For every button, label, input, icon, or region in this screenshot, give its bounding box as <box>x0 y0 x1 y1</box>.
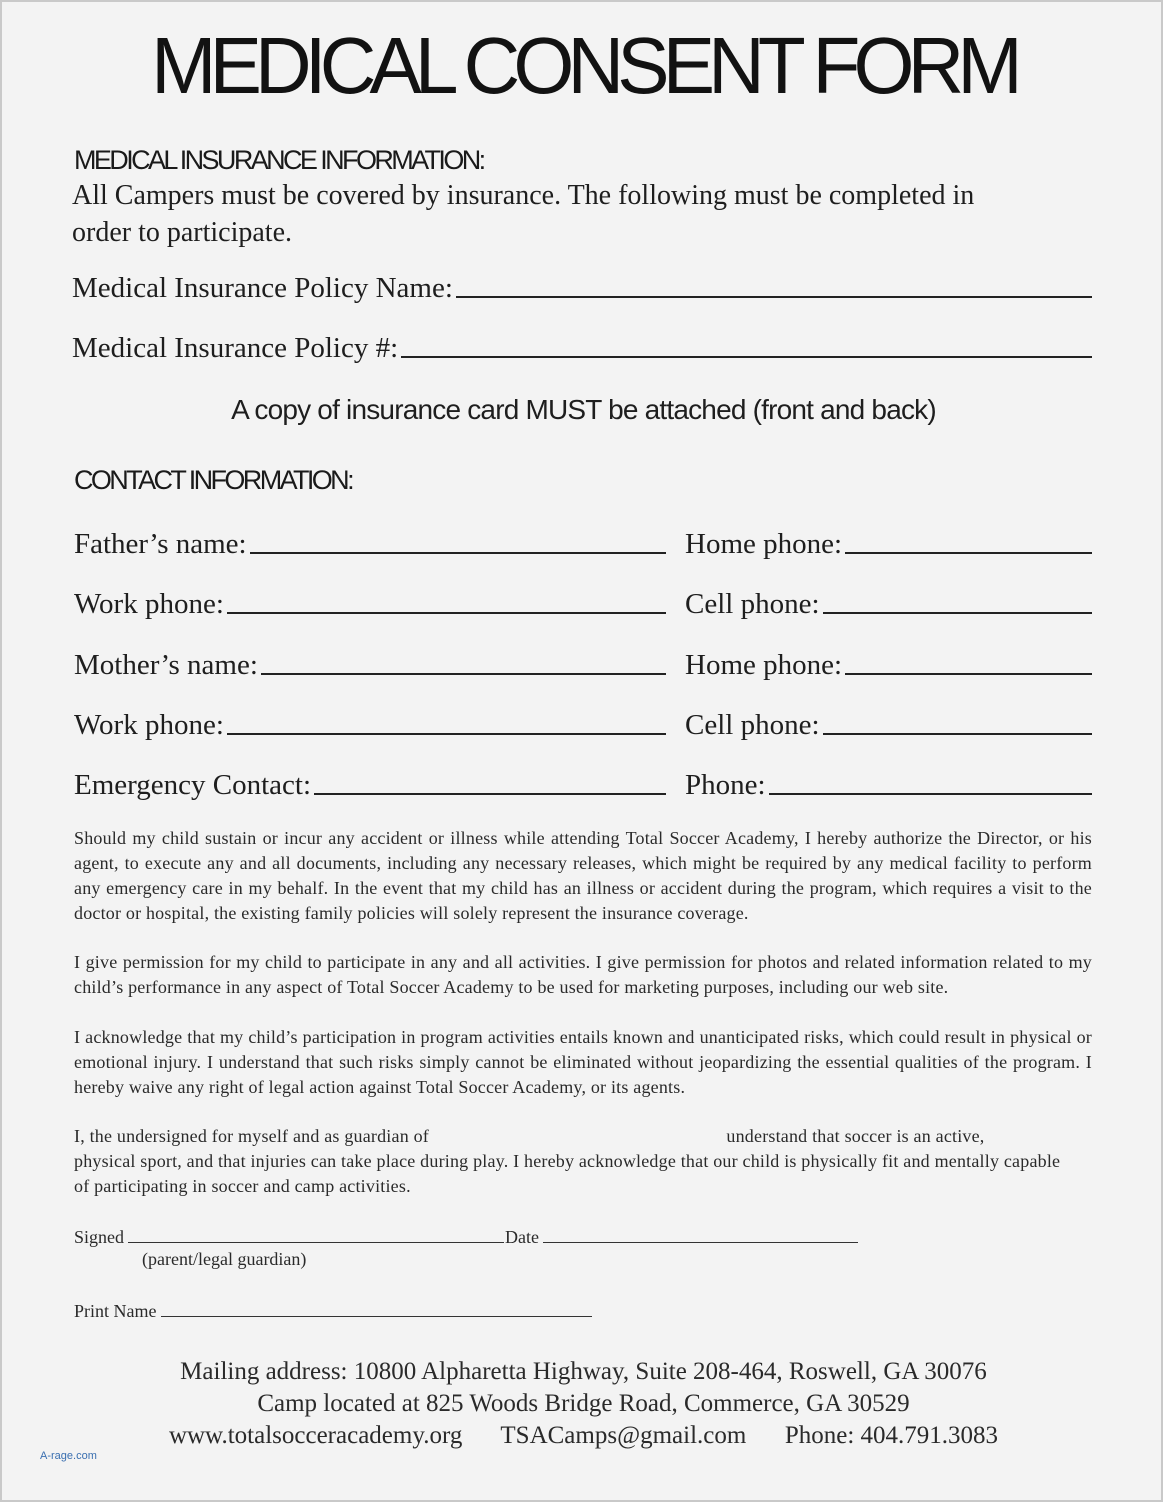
footer-phone: Phone: 404.791.3083 <box>784 1422 999 1449</box>
mother-work-phone-label: Work phone: <box>74 709 224 741</box>
policy-name-field[interactable] <box>72 268 1092 304</box>
father-home-phone-line[interactable] <box>845 551 1092 554</box>
mother-work-phone-line[interactable] <box>227 732 666 735</box>
father-cell-phone-line[interactable] <box>823 611 1092 614</box>
mother-home-phone-label: Home phone: <box>685 649 843 681</box>
date-line[interactable] <box>543 1242 858 1243</box>
father-cell-phone-field[interactable] <box>685 584 1092 620</box>
website-link[interactable]: www.totalsocceracademy.org <box>168 1422 463 1449</box>
guardian-line-1 <box>74 1124 1092 1149</box>
contact-heading: CONTACT INFORMATION: <box>74 465 352 495</box>
mother-cell-phone-label: Cell phone: <box>685 709 820 741</box>
insurance-intro-line1: All Campers must be covered by insurance. The following must be completed in <box>72 180 975 211</box>
father-name-field[interactable] <box>74 524 666 560</box>
emergency-phone-label: Phone: <box>685 769 766 801</box>
mother-name-label: Mother’s name: <box>74 649 258 681</box>
emergency-contact-field[interactable] <box>74 765 666 801</box>
mailing-address: Mailing address: 10800 Alpharetta Highway, Suite 208-464, Roswell, GA 30076 <box>180 1358 987 1385</box>
father-home-phone-label: Home phone: <box>685 528 843 560</box>
father-name-line[interactable] <box>250 551 666 554</box>
insurance-intro-line2: order to participate. <box>72 217 293 248</box>
signed-sublabel: (parent/legal guardian) <box>142 1249 307 1269</box>
watermark-text: A-rage.com <box>40 1450 97 1462</box>
consent-paragraph-2: I give permission for my child to participate in any and all activities. I give permission for photos and related information related to my child’s performance in any aspect of Total Soccer Academy to be used for marketing purposes, including our web site. <box>74 952 1092 997</box>
policy-name-line[interactable] <box>456 295 1092 298</box>
print-name-field[interactable] <box>74 1298 592 1322</box>
father-work-phone-line[interactable] <box>227 611 666 614</box>
signed-field[interactable] <box>74 1224 504 1248</box>
footer-contact-line <box>2 1420 1163 1452</box>
consent-paragraph-1: Should my child sustain or incur any accident or illness while attending Total Soccer Academy, I hereby authorize the Director, or his agent, to execute any and all documents, including any necessary releases, which might be required by any medical facility to perform any emergency care in my behalf. In the event that my child has an illness or accident during the program, which requires a visit to the doctor or hospital, the existing family policies will solely represent the insurance coverage. <box>74 828 1092 923</box>
print-name-label: Print Name <box>74 1301 157 1321</box>
guardian-statement-end: understand that soccer is an active, <box>726 1126 985 1146</box>
emergency-phone-field[interactable] <box>685 765 1092 801</box>
emergency-contact-label: Emergency Contact: <box>74 769 312 801</box>
mother-name-line[interactable] <box>261 672 666 675</box>
camp-location: Camp located at 825 Woods Bridge Road, Commerce, GA 30529 <box>257 1390 910 1417</box>
form-title: MEDICAL CONSENT FORM <box>151 21 1016 110</box>
emergency-contact-line[interactable] <box>314 792 666 795</box>
policy-number-line[interactable] <box>401 355 1092 358</box>
consent-paragraph-3: I acknowledge that my child’s participation in program activities entails known and unanticipated risks, which could result in physical or emotional injury. I understand that such risks simply cannot be eliminated without jeopardizing the essential qualities of the program. I hereby waive any right of legal action against Total Soccer Academy, or its agents. <box>74 1027 1092 1097</box>
policy-number-label: Medical Insurance Policy #: <box>72 332 399 364</box>
mother-cell-phone-field[interactable] <box>685 705 1092 741</box>
father-work-phone-label: Work phone: <box>74 588 224 620</box>
father-home-phone-field[interactable] <box>685 524 1092 560</box>
date-field[interactable] <box>505 1224 858 1248</box>
insurance-heading: MEDICAL INSURANCE INFORMATION: <box>74 145 484 175</box>
insurance-card-note: A copy of insurance card MUST be attached (front and back) <box>231 394 936 425</box>
email-link[interactable]: TSACamps@gmail.com <box>500 1422 747 1449</box>
mother-home-phone-line[interactable] <box>845 672 1092 675</box>
guardian-paragraph-rest: physical sport, and that injuries can take place during play. I hereby acknowledge that our child is physically fit and mentally capable of participating in soccer and camp activities. <box>74 1151 1061 1196</box>
mother-work-phone-field[interactable] <box>74 705 666 741</box>
father-work-phone-field[interactable] <box>74 584 666 620</box>
date-label: Date <box>505 1227 539 1247</box>
emergency-phone-line[interactable] <box>769 792 1092 795</box>
father-cell-phone-label: Cell phone: <box>685 588 820 620</box>
print-name-line[interactable] <box>161 1316 593 1317</box>
signed-label: Signed <box>74 1227 125 1247</box>
mother-name-field[interactable] <box>74 645 666 681</box>
policy-number-field[interactable] <box>72 328 1092 364</box>
mother-home-phone-field[interactable] <box>685 645 1092 681</box>
mother-cell-phone-line[interactable] <box>823 732 1092 735</box>
father-name-label: Father’s name: <box>74 528 247 560</box>
signed-line[interactable] <box>128 1242 504 1243</box>
policy-name-label: Medical Insurance Policy Name: <box>72 272 453 304</box>
guardian-statement-start: I, the undersigned for myself and as guardian of <box>74 1126 429 1146</box>
